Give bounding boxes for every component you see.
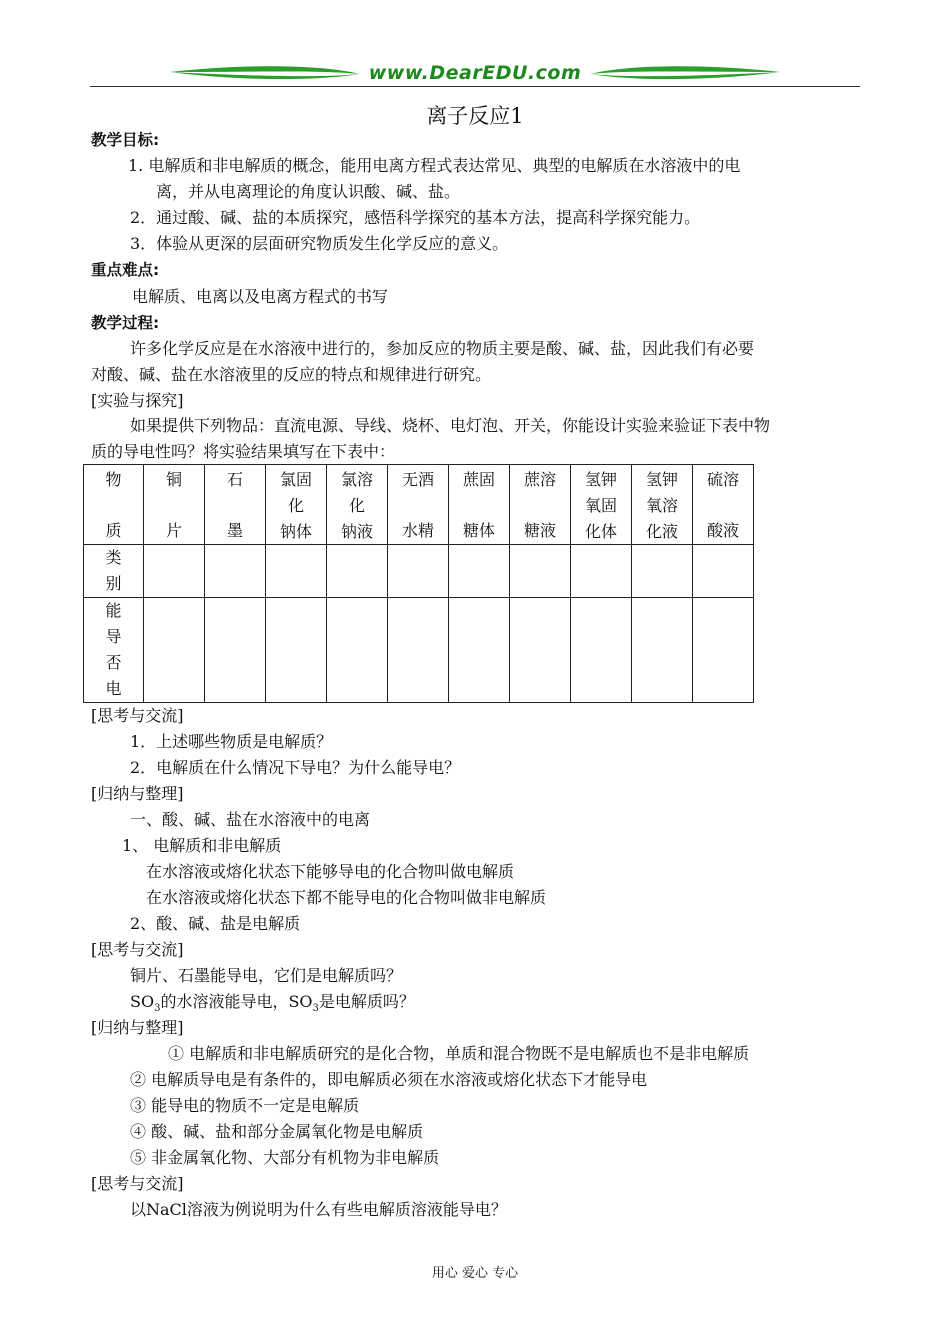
table-header-cell: 氯溶 化 钠液 bbox=[327, 465, 388, 545]
table-cell-empty[interactable] bbox=[571, 545, 632, 598]
table-cell-empty[interactable] bbox=[327, 598, 388, 703]
summary2-point-2: ② 电解质导电是有条件的，即电解质必须在水溶液或熔化状态下才能导电 bbox=[130, 1070, 648, 1089]
summary1-definition-1: 在水溶液或熔化状态下能够导电的化合物叫做电解质 bbox=[146, 862, 515, 881]
summary-heading-1: [归纳与整理] bbox=[91, 784, 184, 803]
table-cell-empty[interactable] bbox=[266, 598, 327, 703]
row-label-category: 类别 bbox=[84, 545, 144, 598]
objectives-heading: 教学目标: bbox=[91, 131, 160, 149]
table-cell-empty[interactable] bbox=[388, 598, 449, 703]
header-rule bbox=[90, 86, 860, 87]
think3-question-1: 以NaCl溶液为例说明为什么有些电解质溶液能导电？ bbox=[130, 1200, 507, 1219]
table-cell-empty[interactable] bbox=[205, 598, 266, 703]
table-header-cell: 铜 片 bbox=[144, 465, 205, 545]
table-header-row bbox=[84, 465, 754, 545]
table-cell-empty[interactable] bbox=[510, 598, 571, 703]
objective-2: 2．通过酸、碱、盐的本质探究，感悟科学探究的基本方法，提高科学探究能力。 bbox=[130, 208, 701, 227]
think-heading-2: [思考与交流] bbox=[91, 940, 184, 959]
summary2-point-1: ① 电解质和非电解质研究的是化合物，单质和混合物既不是电解质也不是非电解质 bbox=[168, 1044, 750, 1063]
experiment-line-1: 如果提供下列物品：直流电源、导线、烧杯、电灯泡、开关，你能设计实验来验证下表中物 bbox=[130, 416, 771, 435]
keypoints-text: 电解质、电离以及电离方程式的书写 bbox=[132, 287, 389, 306]
experiment-heading: [实验与探究] bbox=[91, 391, 184, 410]
page-title: 离子反应1 bbox=[426, 104, 524, 128]
conductivity-table bbox=[83, 464, 754, 703]
table-cell-empty[interactable] bbox=[693, 545, 754, 598]
objective-3: 3．体验从更深的层面研究物质发生化学反应的意义。 bbox=[130, 234, 509, 253]
table-cell-empty[interactable] bbox=[632, 545, 693, 598]
think2-question-2: $SO_3$的水溶液能导电，$SO_3$是电解质吗？ bbox=[130, 992, 415, 1015]
table-header-cell: 蔗溶 糖液 bbox=[510, 465, 571, 545]
table-cell-empty[interactable] bbox=[693, 598, 754, 703]
table-cell-empty[interactable] bbox=[632, 598, 693, 703]
summary1-definition-2: 在水溶液或熔化状态下都不能导电的化合物叫做非电解质 bbox=[146, 888, 547, 907]
table-cell-empty[interactable] bbox=[449, 545, 510, 598]
table-header-cell: 硫溶 酸液 bbox=[693, 465, 754, 545]
process-heading: 教学过程: bbox=[91, 314, 160, 332]
table-header-cell: 石 墨 bbox=[205, 465, 266, 545]
process-intro-line-2: 对酸、碱、盐在水溶液里的反应的特点和规律进行研究。 bbox=[91, 365, 492, 384]
table-cell-empty[interactable] bbox=[449, 598, 510, 703]
table-cell-empty[interactable] bbox=[571, 598, 632, 703]
table-header-cell: 无酒 水精 bbox=[388, 465, 449, 545]
table-header-cell: 物 质 bbox=[84, 465, 144, 545]
objective-1-line-2: 离，并从电离理论的角度认识酸、碱、盐。 bbox=[156, 182, 461, 201]
think1-question-2: 2．电解质在什么情况下导电？为什么能导电？ bbox=[130, 758, 461, 777]
site-logo-text: www.DearEDU.com bbox=[368, 62, 582, 84]
table-header-cell: 氢钾 氧溶 化液 bbox=[632, 465, 693, 545]
row-label-conductivity: 能导否电 bbox=[84, 598, 144, 703]
table-header-cell: 氯固 化 钠体 bbox=[266, 465, 327, 545]
think1-question-1: 1．上述哪些物质是电解质？ bbox=[130, 732, 333, 751]
think2-question-1: 铜片、石墨能导电，它们是电解质吗？ bbox=[130, 966, 403, 985]
table-cell-empty[interactable] bbox=[266, 545, 327, 598]
page-footer: 用心 爱心 专心 bbox=[431, 1266, 519, 1281]
summary2-point-3: ③ 能导电的物质不一定是电解质 bbox=[130, 1096, 360, 1115]
summary-heading-2: [归纳与整理] bbox=[91, 1018, 184, 1037]
table-cell-empty[interactable] bbox=[510, 545, 571, 598]
think-heading-3: [思考与交流] bbox=[91, 1174, 184, 1193]
keypoints-heading: 重点难点: bbox=[91, 261, 160, 279]
summary2-point-5: ⑤ 非金属氧化物、大部分有机物为非电解质 bbox=[130, 1148, 440, 1167]
table-row-conductivity bbox=[84, 598, 754, 703]
summary2-point-4: ④ 酸、碱、盐和部分金属氧化物是电解质 bbox=[130, 1122, 424, 1141]
think-heading-1: [思考与交流] bbox=[91, 706, 184, 725]
summary1-section: 一、酸、碱、盐在水溶液中的电离 bbox=[130, 810, 371, 829]
table-cell-empty[interactable] bbox=[388, 545, 449, 598]
table-cell-empty[interactable] bbox=[144, 545, 205, 598]
experiment-line-2: 质的导电性吗？将实验结果填写在下表中： bbox=[91, 442, 396, 461]
summary1-item-1: 1、 电解质和非电解质 bbox=[122, 836, 282, 855]
summary1-item-2: 2、酸、碱、盐是电解质 bbox=[130, 914, 301, 933]
process-intro-line-1: 许多化学反应是在水溶液中进行的，参加反应的物质主要是酸、碱、盐，因此我们有必要 bbox=[130, 339, 755, 358]
table-cell-empty[interactable] bbox=[327, 545, 388, 598]
objective-1-line-1: 1. 电解质和非电解质的概念，能用电离方程式表达常见、典型的电解质在水溶液中的电 bbox=[128, 156, 741, 175]
table-header-cell: 蔗固 糖体 bbox=[449, 465, 510, 545]
table-cell-empty[interactable] bbox=[205, 545, 266, 598]
table-row-category bbox=[84, 545, 754, 598]
table-cell-empty[interactable] bbox=[144, 598, 205, 703]
table-header-cell: 氢钾 氧固 化体 bbox=[571, 465, 632, 545]
